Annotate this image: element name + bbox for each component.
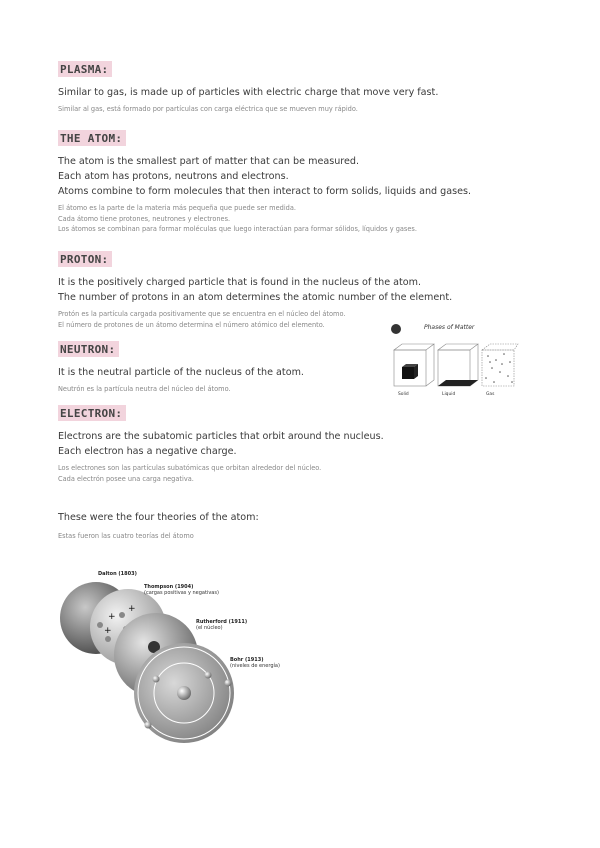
plasma-en-line: Similar to gas, is made up of particles with electric charge that move very fast. bbox=[58, 87, 439, 98]
svg-text:+: + bbox=[104, 626, 112, 636]
proton-heading: PROTON: bbox=[58, 251, 112, 267]
thompson-label bbox=[144, 584, 219, 596]
electron-heading: ELECTRON: bbox=[58, 405, 126, 421]
phases-of-matter-figure bbox=[384, 320, 520, 416]
rutherford-name: Rutherford (1911) bbox=[196, 619, 248, 625]
bohr-name: Bohr (1913) bbox=[230, 657, 264, 663]
electron-spanish-text bbox=[58, 463, 458, 484]
electron-en-line: Electrons are the subatomic particles that orbit around the nucleus. bbox=[58, 431, 384, 442]
electron-english-text bbox=[58, 429, 458, 459]
proton-es-line: Protón es la partícula cargada positivamente que se encuentra en el núcleo del átomo. bbox=[58, 310, 346, 318]
atom-section bbox=[58, 127, 472, 235]
proton-en-line: It is the positively charged particle that is found in the nucleus of the atom. bbox=[58, 277, 422, 288]
svg-text:+: + bbox=[128, 604, 136, 614]
plasma-heading: PLASMA: bbox=[58, 61, 112, 77]
bohr-model bbox=[134, 643, 234, 743]
bohr-label bbox=[230, 657, 280, 669]
liquid-container bbox=[438, 344, 478, 386]
atom-en-line: Atoms combine to form molecules that then interact to form solids, liquids and gases. bbox=[58, 186, 472, 197]
thompson-name: Thompson (1904) bbox=[144, 584, 194, 590]
rutherford-label bbox=[196, 619, 247, 631]
plasma-section bbox=[58, 58, 458, 115]
atom-heading: THE ATOM: bbox=[58, 130, 126, 146]
electron-es-line: Los electrones son las partículas subatómicas que orbitan alrededor del núcleo. bbox=[58, 464, 322, 472]
proton-es-line: El número de protones de un átomo determina el número atómico del elemento. bbox=[58, 320, 325, 329]
electron-en-line: Each electron has a negative charge. bbox=[58, 446, 237, 457]
svg-text:+: + bbox=[108, 612, 116, 622]
proton-english-text bbox=[58, 275, 458, 305]
liquid-label: Liquid bbox=[442, 392, 456, 397]
theories-intro-english: These were the four theories of the atom: bbox=[58, 512, 259, 523]
solid-label: Solid bbox=[398, 392, 409, 397]
atom-es-line: El átomo es la parte de la materia más pequeña que puede ser medida. bbox=[58, 204, 296, 212]
solid-container bbox=[394, 344, 434, 386]
logo-mark bbox=[391, 324, 401, 334]
atom-en-line: The atom is the smallest part of matter that can be measured. bbox=[58, 156, 360, 167]
rutherford-note: (el núcleo) bbox=[196, 625, 223, 631]
atom-english-text bbox=[58, 154, 472, 199]
neutron-en-line: It is the neutral particle of the nucleus of the atom. bbox=[58, 367, 304, 378]
gas-label: Gas bbox=[486, 392, 495, 397]
atom-models-figure bbox=[56, 565, 316, 745]
thompson-note: (cargas positivas y negativas) bbox=[144, 590, 219, 596]
gas-container bbox=[482, 344, 518, 386]
neutron-es-line: Neutrón es la partícula neutra del núcleo del átomo. bbox=[58, 385, 231, 393]
dalton-label: Dalton (1803) bbox=[98, 571, 137, 577]
theories-intro-spanish: Estas fueron las cuatro teorías del átomo bbox=[58, 532, 194, 540]
bohr-note: (niveles de energía) bbox=[230, 663, 280, 669]
atom-en-line: Each atom has protons, neutrons and electrons. bbox=[58, 171, 289, 182]
proton-en-line: The number of protons in an atom determines the atomic number of the element. bbox=[58, 292, 453, 303]
phases-illustration bbox=[384, 320, 520, 416]
proton-section bbox=[58, 248, 458, 330]
electron-es-line: Cada electrón posee una carga negativa. bbox=[58, 474, 194, 483]
atom-spanish-text bbox=[58, 203, 458, 235]
atom-es-line: Cada átomo tiene protones, neutrones y electrones. bbox=[58, 214, 231, 223]
plasma-english-text bbox=[58, 85, 458, 100]
phases-title: Phases of Matter bbox=[424, 324, 475, 331]
plasma-spanish-text bbox=[58, 104, 458, 115]
plasma-es-line: Similar al gas, está formado por partículas con carga eléctrica que se mueven muy rápido. bbox=[58, 105, 358, 113]
atom-es-line: Los átomos se combinan para formar moléculas que luego interactúan para formar sólidos, líquidos y gases. bbox=[58, 225, 417, 233]
neutron-heading: NEUTRON: bbox=[58, 341, 119, 357]
